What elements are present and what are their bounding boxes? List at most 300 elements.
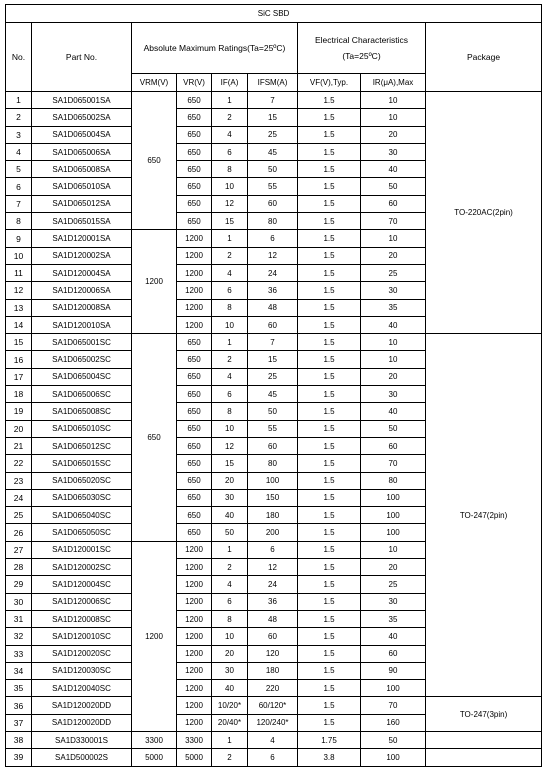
cell-ifsm: 4 [248,731,298,748]
cell-no: 21 [6,437,32,454]
cell-vrm: 5000 [132,749,177,766]
cell-part-no: SA1D065002SC [32,351,132,368]
cell-package: TO-247(3pin) [426,697,542,732]
cell-part-no: SA1D500002S [32,749,132,766]
cell-ir: 160 [361,714,426,731]
header-elec-line2: (Ta=25ºC) [342,51,381,61]
cell-ifsm: 100 [248,472,298,489]
cell-if: 10 [212,628,248,645]
header-vrm: VRM(V) [132,74,177,92]
cell-part-no: SA1D065030SC [32,489,132,506]
cell-part-no: SA1D065015SC [32,455,132,472]
cell-part-no: SA1D120001SC [32,541,132,558]
cell-ir: 20 [361,126,426,143]
cell-ifsm: 6 [248,230,298,247]
cell-ifsm: 60 [248,316,298,333]
header-package: Package [426,23,542,92]
cell-part-no: SA1D120030SC [32,662,132,679]
cell-no: 18 [6,386,32,403]
cell-ir: 40 [361,161,426,178]
cell-vf: 1.5 [298,507,361,524]
cell-ir: 10 [361,351,426,368]
cell-vrm: 650 [132,334,177,542]
cell-no: 20 [6,420,32,437]
header-if: IF(A) [212,74,248,92]
cell-ifsm: 36 [248,282,298,299]
cell-if: 6 [212,593,248,610]
cell-if: 6 [212,282,248,299]
cell-vrm: 1200 [132,541,177,731]
cell-no: 14 [6,316,32,333]
cell-part-no: SA1D120008SA [32,299,132,316]
cell-no: 8 [6,213,32,230]
cell-vr: 650 [177,420,212,437]
cell-vr: 650 [177,351,212,368]
cell-part-no: SA1D120002SC [32,559,132,576]
cell-no: 22 [6,455,32,472]
cell-ifsm: 45 [248,143,298,160]
cell-ifsm: 220 [248,680,298,697]
cell-vf: 1.5 [298,524,361,541]
cell-part-no: SA1D120010SC [32,628,132,645]
cell-vf: 1.5 [298,368,361,385]
cell-ifsm: 55 [248,420,298,437]
cell-if: 1 [212,541,248,558]
cell-ifsm: 15 [248,109,298,126]
cell-part-no: SA1D120002SA [32,247,132,264]
cell-ifsm: 60 [248,437,298,454]
cell-vr: 650 [177,455,212,472]
cell-part-no: SA1D330001S [32,731,132,748]
cell-ifsm: 7 [248,334,298,351]
cell-vf: 1.5 [298,472,361,489]
cell-vr: 650 [177,178,212,195]
cell-ir: 25 [361,576,426,593]
cell-vr: 1200 [177,559,212,576]
cell-vr: 650 [177,507,212,524]
header-part-no: Part No. [32,23,132,92]
cell-package [426,731,542,748]
cell-part-no: SA1D120010SA [32,316,132,333]
cell-ifsm: 120/240* [248,714,298,731]
cell-if: 1 [212,731,248,748]
cell-ifsm: 50 [248,161,298,178]
cell-vr: 1200 [177,282,212,299]
cell-if: 2 [212,749,248,766]
cell-if: 12 [212,437,248,454]
cell-part-no: SA1D065001SC [32,334,132,351]
cell-no: 24 [6,489,32,506]
cell-if: 6 [212,143,248,160]
cell-ir: 70 [361,455,426,472]
cell-no: 17 [6,368,32,385]
cell-vr: 650 [177,195,212,212]
cell-vf: 1.5 [298,403,361,420]
cell-if: 4 [212,126,248,143]
cell-vr: 1200 [177,541,212,558]
cell-part-no: SA1D120020DD [32,697,132,714]
cell-vrm: 3300 [132,731,177,748]
cell-no: 3 [6,126,32,143]
cell-ifsm: 15 [248,351,298,368]
cell-vf: 1.5 [298,680,361,697]
cell-no: 2 [6,109,32,126]
cell-vr: 650 [177,524,212,541]
cell-ir: 40 [361,316,426,333]
cell-if: 40 [212,507,248,524]
cell-ir: 50 [361,731,426,748]
cell-ifsm: 6 [248,541,298,558]
cell-part-no: SA1D120001SA [32,230,132,247]
cell-ir: 30 [361,282,426,299]
cell-no: 32 [6,628,32,645]
cell-ifsm: 6 [248,749,298,766]
cell-vf: 1.5 [298,714,361,731]
cell-vrm: 1200 [132,230,177,334]
cell-if: 4 [212,264,248,281]
table-row [6,92,542,109]
cell-vf: 1.5 [298,334,361,351]
cell-ir: 20 [361,368,426,385]
cell-ir: 70 [361,213,426,230]
cell-ir: 100 [361,749,426,766]
cell-if: 2 [212,109,248,126]
cell-part-no: SA1D065008SA [32,161,132,178]
cell-ir: 100 [361,489,426,506]
cell-no: 19 [6,403,32,420]
cell-ir: 70 [361,697,426,714]
cell-ifsm: 24 [248,264,298,281]
cell-vf: 1.5 [298,559,361,576]
cell-no: 29 [6,576,32,593]
cell-ir: 35 [361,610,426,627]
cell-ifsm: 36 [248,593,298,610]
header-ir: IR(μA),Max [361,74,426,92]
cell-ifsm: 150 [248,489,298,506]
cell-ifsm: 25 [248,368,298,385]
cell-no: 16 [6,351,32,368]
cell-ir: 50 [361,420,426,437]
cell-part-no: SA1D065015SA [32,213,132,230]
cell-no: 25 [6,507,32,524]
cell-vf: 1.5 [298,455,361,472]
cell-part-no: SA1D065010SA [32,178,132,195]
cell-ir: 50 [361,178,426,195]
cell-ir: 10 [361,109,426,126]
cell-vf: 3.8 [298,749,361,766]
cell-if: 12 [212,195,248,212]
table-row [6,749,542,766]
cell-ifsm: 7 [248,92,298,109]
cell-ifsm: 12 [248,247,298,264]
cell-vr: 650 [177,386,212,403]
cell-ir: 10 [361,92,426,109]
cell-no: 30 [6,593,32,610]
cell-ifsm: 60 [248,195,298,212]
header-vf: VF(V),Typ. [298,74,361,92]
cell-ir: 35 [361,299,426,316]
cell-ifsm: 80 [248,455,298,472]
cell-if: 1 [212,334,248,351]
cell-vf: 1.5 [298,576,361,593]
cell-if: 30 [212,662,248,679]
cell-vf: 1.5 [298,697,361,714]
cell-if: 10 [212,420,248,437]
cell-ir: 100 [361,680,426,697]
cell-part-no: SA1D120006SA [32,282,132,299]
cell-vf: 1.5 [298,316,361,333]
cell-part-no: SA1D120004SC [32,576,132,593]
cell-vf: 1.5 [298,593,361,610]
cell-ir: 10 [361,334,426,351]
header-elec-line1: Electrical Characteristics [314,35,409,45]
cell-package [426,749,542,766]
cell-vr: 1200 [177,610,212,627]
cell-ir: 40 [361,403,426,420]
cell-vr: 1200 [177,230,212,247]
cell-no: 38 [6,731,32,748]
cell-if: 8 [212,161,248,178]
cell-no: 6 [6,178,32,195]
cell-no: 23 [6,472,32,489]
cell-ir: 20 [361,559,426,576]
cell-vf: 1.5 [298,178,361,195]
cell-ifsm: 45 [248,386,298,403]
cell-part-no: SA1D065012SC [32,437,132,454]
cell-vr: 650 [177,92,212,109]
cell-vf: 1.5 [298,126,361,143]
cell-vr: 650 [177,472,212,489]
cell-vrm: 650 [132,92,177,230]
cell-part-no: SA1D065012SA [32,195,132,212]
cell-part-no: SA1D065008SC [32,403,132,420]
cell-ifsm: 200 [248,524,298,541]
cell-part-no: SA1D065020SC [32,472,132,489]
cell-if: 15 [212,213,248,230]
cell-part-no: SA1D065040SC [32,507,132,524]
cell-ifsm: 24 [248,576,298,593]
cell-vf: 1.5 [298,143,361,160]
header-electrical-characteristics [298,23,426,74]
cell-no: 7 [6,195,32,212]
cell-vf: 1.5 [298,351,361,368]
cell-part-no: SA1D065002SA [32,109,132,126]
cell-no: 35 [6,680,32,697]
cell-vr: 1200 [177,593,212,610]
cell-if: 10/20* [212,697,248,714]
header-vr: VR(V) [177,74,212,92]
table-body [6,92,542,767]
cell-vf: 1.5 [298,662,361,679]
cell-part-no: SA1D120004SA [32,264,132,281]
cell-ir: 20 [361,247,426,264]
cell-vr: 1200 [177,714,212,731]
header-no: No. [6,23,32,92]
cell-ir: 40 [361,628,426,645]
cell-ifsm: 50 [248,403,298,420]
cell-if: 2 [212,247,248,264]
cell-if: 30 [212,489,248,506]
cell-ir: 60 [361,195,426,212]
cell-ir: 25 [361,264,426,281]
cell-if: 40 [212,680,248,697]
cell-vr: 1200 [177,680,212,697]
cell-ifsm: 60 [248,628,298,645]
cell-ifsm: 55 [248,178,298,195]
cell-if: 20 [212,472,248,489]
cell-package: TO-220AC(2pin) [426,92,542,334]
cell-ir: 90 [361,662,426,679]
cell-if: 4 [212,368,248,385]
cell-part-no: SA1D065004SC [32,368,132,385]
cell-vf: 1.5 [298,628,361,645]
cell-vf: 1.5 [298,195,361,212]
cell-vf: 1.5 [298,264,361,281]
cell-vf: 1.75 [298,731,361,748]
cell-ir: 60 [361,437,426,454]
cell-vf: 1.5 [298,645,361,662]
cell-vf: 1.5 [298,299,361,316]
cell-if: 6 [212,386,248,403]
cell-part-no: SA1D065050SC [32,524,132,541]
cell-if: 1 [212,92,248,109]
cell-ir: 80 [361,472,426,489]
cell-if: 50 [212,524,248,541]
cell-no: 37 [6,714,32,731]
cell-no: 4 [6,143,32,160]
table-row [6,334,542,351]
cell-vf: 1.5 [298,437,361,454]
cell-if: 1 [212,230,248,247]
cell-vr: 3300 [177,731,212,748]
cell-no: 33 [6,645,32,662]
cell-ifsm: 25 [248,126,298,143]
cell-vr: 650 [177,489,212,506]
cell-ifsm: 180 [248,507,298,524]
cell-no: 12 [6,282,32,299]
cell-no: 28 [6,559,32,576]
cell-if: 2 [212,351,248,368]
cell-ifsm: 60/120* [248,697,298,714]
cell-part-no: SA1D120008SC [32,610,132,627]
cell-ifsm: 80 [248,213,298,230]
cell-no: 9 [6,230,32,247]
cell-part-no: SA1D065004SA [32,126,132,143]
cell-if: 20 [212,645,248,662]
cell-vr: 650 [177,143,212,160]
cell-vr: 650 [177,213,212,230]
cell-vr: 650 [177,403,212,420]
cell-ir: 60 [361,645,426,662]
cell-no: 34 [6,662,32,679]
cell-vr: 5000 [177,749,212,766]
cell-vf: 1.5 [298,386,361,403]
cell-vf: 1.5 [298,247,361,264]
cell-package: TO-247(2pin) [426,334,542,697]
cell-no: 26 [6,524,32,541]
cell-vr: 650 [177,109,212,126]
table-title: SiC SBD [6,5,542,23]
cell-ir: 30 [361,386,426,403]
cell-ifsm: 48 [248,299,298,316]
cell-ifsm: 48 [248,610,298,627]
cell-if: 4 [212,576,248,593]
cell-vr: 1200 [177,247,212,264]
cell-if: 10 [212,316,248,333]
header-ifsm: IFSM(A) [248,74,298,92]
cell-vr: 650 [177,126,212,143]
cell-ir: 30 [361,593,426,610]
cell-part-no: SA1D065006SA [32,143,132,160]
table-row [6,731,542,748]
cell-vf: 1.5 [298,541,361,558]
cell-vf: 1.5 [298,109,361,126]
cell-vr: 650 [177,437,212,454]
cell-no: 39 [6,749,32,766]
cell-no: 5 [6,161,32,178]
header-absolute-max-ratings: Absolute Maximum Ratings(Ta=25ºC) [132,23,298,74]
cell-vr: 1200 [177,645,212,662]
cell-part-no: SA1D120020SC [32,645,132,662]
cell-part-no: SA1D120020DD [32,714,132,731]
cell-vf: 1.5 [298,420,361,437]
cell-if: 8 [212,299,248,316]
cell-part-no: SA1D065010SC [32,420,132,437]
cell-vf: 1.5 [298,92,361,109]
cell-vf: 1.5 [298,489,361,506]
cell-no: 31 [6,610,32,627]
cell-vf: 1.5 [298,161,361,178]
cell-ir: 10 [361,541,426,558]
table-row [6,697,542,714]
cell-no: 15 [6,334,32,351]
cell-vr: 1200 [177,662,212,679]
cell-ifsm: 180 [248,662,298,679]
cell-vr: 1200 [177,576,212,593]
cell-no: 11 [6,264,32,281]
cell-no: 36 [6,697,32,714]
cell-vf: 1.5 [298,230,361,247]
cell-vr: 1200 [177,316,212,333]
cell-ir: 100 [361,524,426,541]
cell-if: 20/40* [212,714,248,731]
cell-ifsm: 12 [248,559,298,576]
cell-no: 27 [6,541,32,558]
cell-vr: 1200 [177,264,212,281]
cell-if: 15 [212,455,248,472]
cell-vr: 1200 [177,628,212,645]
cell-part-no: SA1D065006SC [32,386,132,403]
cell-part-no: SA1D120006SC [32,593,132,610]
cell-vr: 650 [177,368,212,385]
cell-no: 13 [6,299,32,316]
cell-ifsm: 120 [248,645,298,662]
cell-ir: 100 [361,507,426,524]
cell-ir: 30 [361,143,426,160]
cell-vr: 650 [177,334,212,351]
cell-no: 10 [6,247,32,264]
cell-part-no: SA1D065001SA [32,92,132,109]
cell-if: 8 [212,403,248,420]
cell-if: 2 [212,559,248,576]
cell-vr: 650 [177,161,212,178]
cell-if: 8 [212,610,248,627]
sic-sbd-table [5,4,542,767]
cell-vf: 1.5 [298,213,361,230]
cell-vr: 1200 [177,697,212,714]
cell-if: 10 [212,178,248,195]
cell-part-no: SA1D120040SC [32,680,132,697]
